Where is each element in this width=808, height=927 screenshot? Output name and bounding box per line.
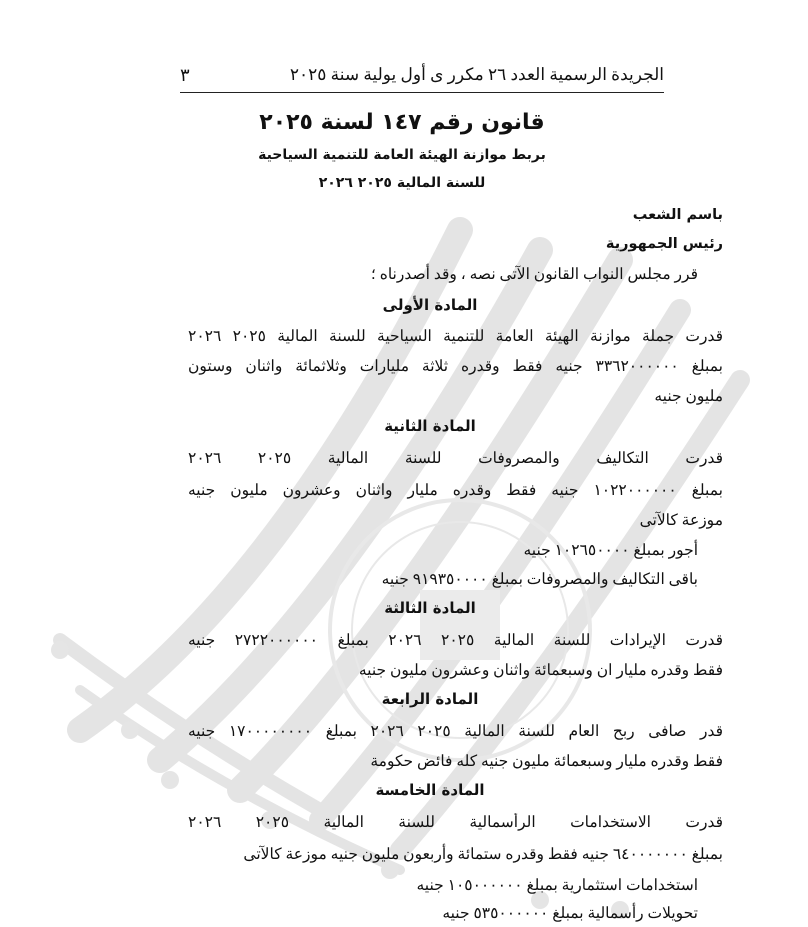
article-4-line-1: قدر صافى ربح العام للسنة المالية ٢٠٢٥ ٢٠٢٦ بمبلغ ١٧٠٠٠٠٠٠٠٠ جنيه	[188, 723, 723, 740]
article-4-line-2: فقط وقدره مليار وسبعمائة مليون جنيه كله فائض حكومة	[370, 753, 723, 770]
article-5-line-4: تحويلات رأسمالية بمبلغ ٥٣٥٠٠٠٠٠٠ جنيه	[442, 905, 698, 922]
article-1-line-1: قدرت جملة موازنة الهيئة العامة للتنمية السياحية للسنة المالية ٢٠٢٥ ٢٠٢٦	[188, 328, 723, 345]
decree-line: قرر مجلس النواب القانون الآتى نصه ، وقد أصدرناه ؛	[370, 266, 698, 283]
article-5-line-1: قدرت الاستخدامات الرأسمالية للسنة المالية ٢٠٢٥ ٢٠٢٦	[188, 814, 723, 831]
article-5-heading: المادة الخامسة	[375, 781, 485, 799]
article-3-heading: المادة الثالثة	[384, 599, 476, 617]
article-2-line-4: أجور بمبلغ ١٠٢٦٥٠٠٠٠ جنيه	[523, 542, 698, 559]
article-1-line-3: مليون جنيه	[654, 388, 723, 405]
running-title: الجريدة الرسمية العدد ٢٦ مكرر ى أول يولية سنة ٢٠٢٥	[289, 65, 664, 84]
article-1-heading: المادة الأولى	[382, 296, 478, 314]
law-subtitle-2: للسنة المالية ٢٠٢٥ ٢٠٢٦	[318, 175, 486, 191]
law-subtitle-1: بربط موازنة الهيئة العامة للتنمية السياحية	[258, 147, 546, 163]
president-line: رئيس الجمهورية	[605, 236, 723, 252]
article-2-line-5: باقى التكاليف والمصروفات بمبلغ ٩١٩٣٥٠٠٠٠ جنيه	[381, 571, 698, 588]
law-title: قانون رقم ١٤٧ لسنة ٢٠٢٥	[259, 110, 545, 135]
article-2-line-2: بمبلغ ١٠٢٢٠٠٠٠٠٠ جنيه فقط وقدره مليار واثنان وعشرون مليون جنيه	[188, 482, 723, 499]
article-1-line-2: بمبلغ ٣٣٦٢٠٠٠٠٠٠ جنيه فقط وقدره ثلاثة مليارات وثلاثمائة واثنان وستون	[188, 358, 723, 375]
article-2-line-1: قدرت التكاليف والمصروفات للسنة المالية ٢٠٢٥ ٢٠٢٦	[188, 450, 723, 467]
running-header	[180, 62, 664, 93]
page-number: ٣	[180, 64, 190, 85]
article-4-heading: المادة الرابعة	[381, 690, 479, 708]
in-the-name: باسم الشعب	[632, 207, 723, 223]
article-2-heading: المادة الثانية	[384, 417, 476, 435]
article-2-line-3: موزعة كالآتى	[639, 512, 723, 529]
article-5-line-2: بمبلغ ٦٤٠٠٠٠٠٠٠ جنيه فقط وقدره ستمائة وأربعون مليون جنيه موزعة كالآتى	[243, 846, 723, 863]
article-3-line-1: قدرت الإيرادات للسنة المالية ٢٠٢٥ ٢٠٢٦ بمبلغ ٢٧٢٢٠٠٠٠٠٠ جنيه	[188, 632, 723, 649]
article-3-line-2: فقط وقدره مليار ان وسبعمائة واثنان وعشرون مليون جنيه	[358, 662, 723, 679]
article-5-line-3: استخدامات استثمارية بمبلغ ١٠٥٠٠٠٠٠٠ جنيه	[416, 877, 698, 894]
